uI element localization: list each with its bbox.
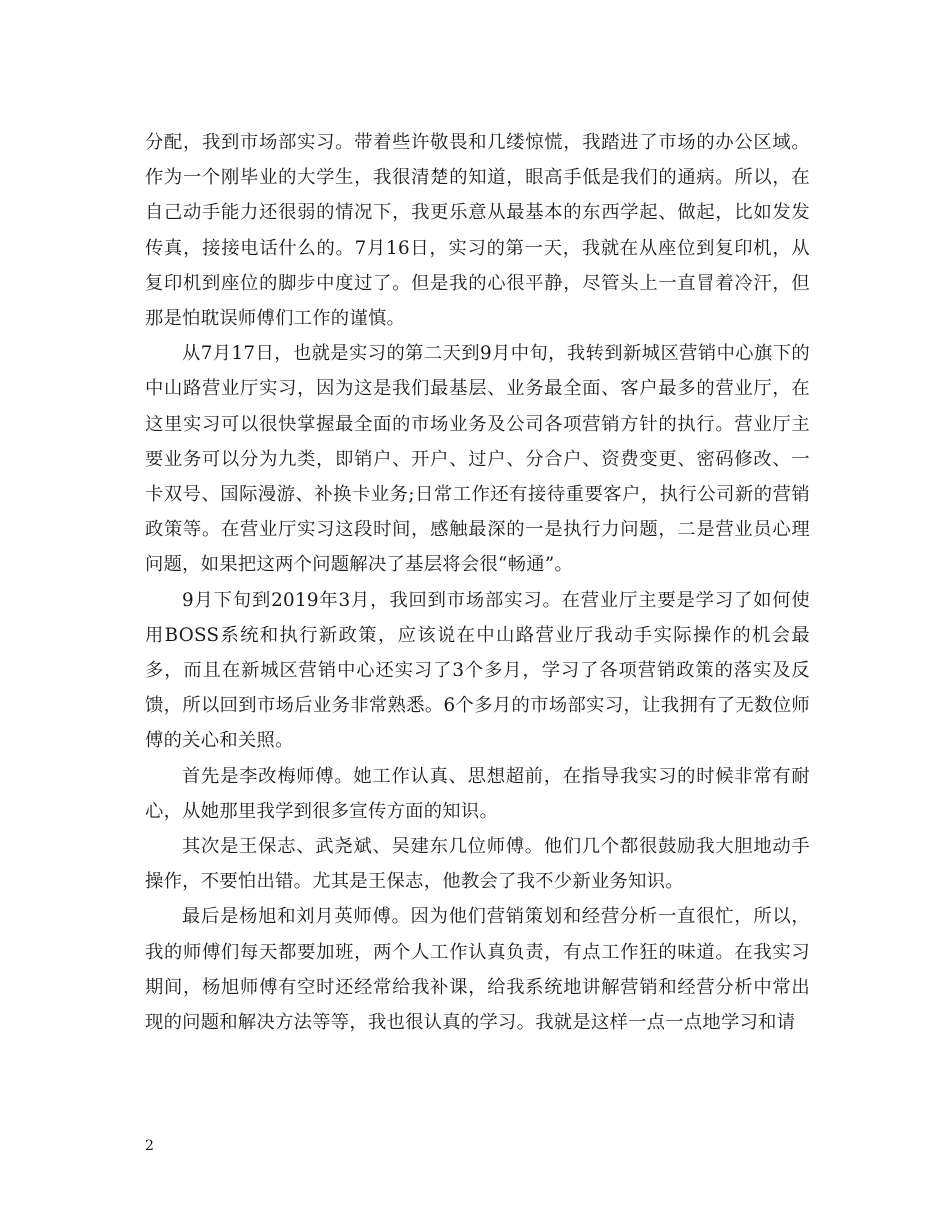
body-text <box>145 125 810 1040</box>
page-number: 2 <box>145 1138 154 1154</box>
paragraph-4: 首先是李改梅师傅。她工作认真、思想超前，在指导我实习的时候非常有耐心，从她那里我学到很多宣传方面的知识。 <box>145 765 810 822</box>
paragraph-1: 分配，我到市场部实习。带着些许敬畏和几缕惊慌，我踏进了市场的办公区域。作为一个刚毕业的大学生，我很清楚的知道，眼高手低是我们的通病。所以，在自己动手能力还很弱的情况下，我更乐意从最基本的东西学起、做起，比如发发传真，接接电话什么的。7月16日，实习的第一天，我就在从座位到复印机，从复印机到座位的脚步中度过了。但是我的心很平静，尽管头上一直冒着冷汗，但那是怕耽误师傅们工作的谨慎。 <box>145 132 810 330</box>
paragraph-6: 最后是杨旭和刘月英师傅。因为他们营销策划和经营分析一直很忙，所以，我的师傅们每天都要加班，两个人工作认真负责，有点工作狂的味道。在我实习期间，杨旭师傅有空时还经常给我补课，给我系统地讲解营销和经营分析中常出现的问题和解决方法等等，我也很认真的学习。我就是这样一点一点地学习和请 <box>145 906 810 1034</box>
paragraph-2: 从7月17日，也就是实习的第二天到9月中旬，我转到新城区营销中心旗下的中山路营业厅实习，因为这是我们最基层、业务最全面、客户最多的营业厅，在这里实习可以很快掌握最全面的市场业务及公司各项营销方针的执行。营业厅主要业务可以分为九类，即销户、开户、过户、分合户、资费变更、密码修改、一卡双号、国际漫游、补换卡业务;日常工作还有接待重要客户，执行公司新的营销政策等。在营业厅实习这段时间，感触最深的一是执行力问题，二是营业员心理问题，如果把这两个问题解决了基层将会很“畅通”。 <box>145 343 810 576</box>
paragraph-3: 9月下旬到2019年3月，我回到市场部实习。在营业厅主要是学习了如何使用BOSS系统和执行新政策，应该说在中山路营业厅我动手实际操作的机会最多，而且在新城区营销中心还实习了3个多月，学习了各项营销政策的落实及反馈，所以回到市场后业务非常熟悉。6个多月的市场部实习，让我拥有了无数位师傅的关心和关照。 <box>145 589 810 752</box>
paragraph-5: 其次是王保志、武尧斌、吴建东几位师傅。他们几个都很鼓励我大胆地动手操作，不要怕出错。尤其是王保志，他教会了我不少新业务知识。 <box>145 836 810 893</box>
